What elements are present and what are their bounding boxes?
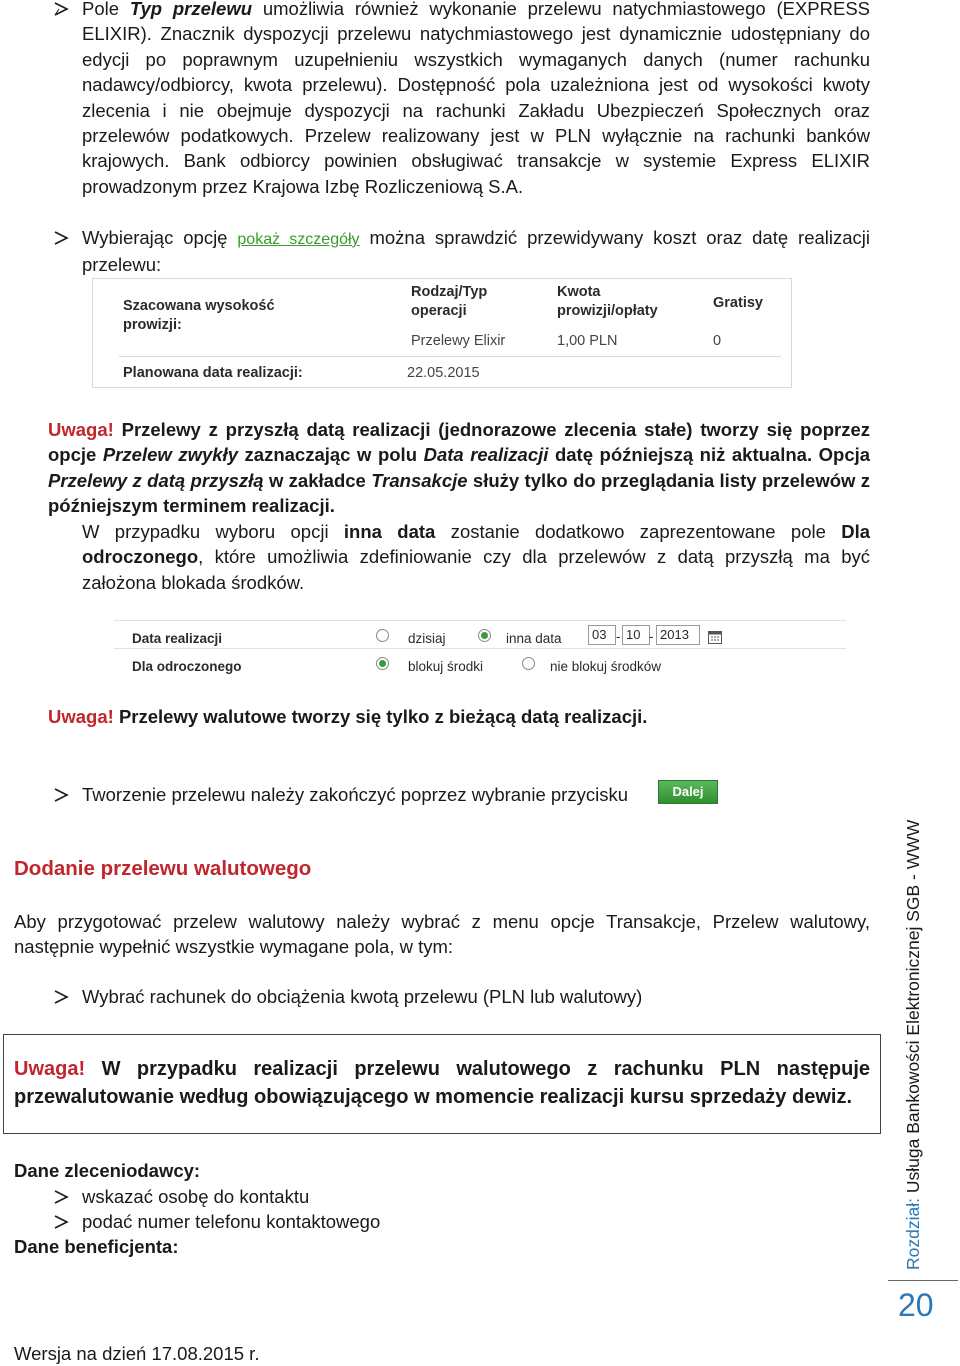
uwaga-label: Uwaga!: [14, 1058, 86, 1080]
operation-type-header: Rodzaj/Typ operacji: [411, 284, 488, 319]
note-text: służy tylko do przeglądania listy przelewów z późniejszym terminem realizacji.: [48, 469, 871, 517]
no-block-label: nie blokuj środków: [550, 659, 662, 674]
note-text: zaznaczając w polu: [244, 444, 418, 466]
year-input[interactable]: 2013: [656, 625, 700, 645]
calendar-icon[interactable]: [708, 627, 722, 641]
text-dla-odroczonego: Dla odroczonego: [82, 521, 871, 568]
section-heading: Dodanie przelewu walutowego: [14, 857, 312, 880]
text: W przypadku wyboru opcji: [82, 521, 329, 542]
date-separator: -: [649, 629, 654, 644]
section-intro: Aby przygotować przelew walutowy należy wybrać z menu opcje Transakcje, Przelew walutowy, następnie wypełnić wszystkie wymagane pola, w tym:: [14, 911, 870, 958]
date-separator: -: [616, 629, 621, 644]
note-text: Przelewy z datą przyszłą: [48, 469, 264, 491]
paragraph-show-details: [82, 225, 870, 278]
bullet-arrow-icon: [52, 1213, 70, 1231]
other-date-option-label: inna data: [506, 631, 562, 646]
sender-heading: Dane zleceniodawcy:: [14, 1160, 201, 1181]
dalej-button[interactable]: Dalej: [658, 780, 718, 804]
radio-block-funds[interactable]: [376, 657, 389, 670]
note-text: Przelew zwykły: [102, 444, 238, 466]
page-number: 20: [898, 1287, 934, 1323]
bullet-arrow-icon: [52, 988, 70, 1006]
uwaga-label: Uwaga!: [48, 419, 114, 440]
text-pole: Pole: [82, 0, 120, 19]
finish-instruction: Tworzenie przelewu należy zakończyć poprzez wybranie przycisku: [82, 784, 628, 805]
footer-version: Wersja na dzień 17.08.2015 r.: [14, 1343, 260, 1364]
note-text: W przypadku realizacji przelewu walutowego z rachunku PLN następuje przewalutowanie według obowiązującego w momencie realizacji kursu sprzedaży dewiz.: [14, 1058, 870, 1108]
note-currency-date: [48, 704, 870, 729]
chapter-side-label: [898, 800, 928, 1270]
note-text: Transakcje: [371, 469, 468, 491]
note-text: Data realizacji: [423, 444, 549, 466]
estimate-label: Szacowana wysokość prowizji:: [123, 298, 275, 333]
bullet-arrow-icon: [52, 229, 70, 247]
chapter-prefix: Rozdział:: [903, 1198, 923, 1270]
fee-header: Kwota prowizji/opłaty: [557, 284, 658, 319]
sender-item-contact-person: wskazać osobę do kontaktu: [82, 1186, 310, 1207]
note-text: w zakładce: [268, 469, 366, 491]
text-typ-przelewu: Typ przelewu: [129, 0, 253, 19]
note-conversion: [14, 1055, 870, 1111]
uwaga-label: Uwaga!: [48, 706, 114, 727]
radio-no-block[interactable]: [522, 657, 535, 670]
side-divider: [888, 1280, 958, 1281]
operation-type-value: Przelewy Elixir: [411, 333, 506, 349]
date-options-form: [114, 619, 846, 677]
bullet-choose-account: Wybrać rachunek do obciążenia kwotą przelewu (PLN lub walutowy): [82, 986, 643, 1007]
day-input[interactable]: 03: [588, 625, 616, 645]
block-funds-label: blokuj środki: [408, 659, 484, 674]
fee-value: 1,00 PLN: [557, 333, 618, 349]
bullet-arrow-icon: [52, 1188, 70, 1206]
planned-date-label: Planowana data realizacji:: [123, 365, 303, 381]
paragraph-deferred: [82, 519, 870, 595]
free-value: 0: [713, 333, 722, 349]
text-after-link: można sprawdzić przewidywany koszt oraz datę realizacji przelewu:: [82, 227, 871, 276]
show-details-link[interactable]: pokaż szczegóły: [237, 231, 360, 248]
text-before-link: Wybierając opcję: [82, 227, 228, 248]
text-express-description: umożliwia również wykonanie przelewu natychmiastowego (EXPRESS ELIXIR). Znacznik dyspozycji przelewu natychmiastowego jest dynamicznie udostępniany do edycji po poprawnym uzupełnieniu wszystkich wymaganych danych (numer rachunku nadawcy/odbiorcy, kwota przelewu). Dostępność pola uzależniona jest od wysokości kwoty zlecenia i nie obejmuje dyspozycji na rachunki Zakładu Ubezpieczeń Społecznych oraz przelewów podatkowych. Przelew realizowany jest w PLN wyłącznie na rachunki banków krajowych. Bank odbiorcy powinien obsługiwać transakcje w systemie Express ELIXIR prowadzonym przez Krajowa Izbę Rozliczeniową S.A.: [82, 0, 871, 197]
planned-date-value: 22.05.2015: [407, 365, 480, 381]
deferred-label: Dla odroczonego: [132, 659, 242, 674]
row-execution-date: [114, 620, 846, 649]
today-option-label: dzisiaj: [408, 631, 446, 646]
free-header: Gratisy: [713, 295, 763, 311]
radio-other-date[interactable]: [478, 629, 491, 642]
note-text: Przelewy z przyszłą datą realizacji (jednorazowe zlecenia stałe) tworzy się poprzez opcje: [48, 419, 871, 466]
beneficiary-heading: Dane beneficjenta:: [14, 1236, 179, 1257]
text: zostanie dodatkowo zaprezentowane pole: [450, 521, 826, 542]
execution-date-label: Data realizacji: [132, 631, 223, 646]
text: , które umożliwia zdefiniowanie czy dla przelewów z datą przyszłą ma być założona blokada środków.: [82, 546, 870, 593]
radio-today[interactable]: [376, 629, 389, 642]
cost-estimate-panel: [92, 278, 792, 388]
month-input[interactable]: 10: [622, 625, 650, 645]
row-deferred: [114, 648, 846, 677]
note-text: Przelewy walutowe tworzy się tylko z bieżącą datą realizacji.: [118, 706, 648, 727]
note-text: datę późniejszą niż aktualna. Opcja: [554, 444, 871, 466]
note-future-date: [48, 417, 870, 519]
paragraph-express-elixir: [82, 0, 870, 199]
text-inna-data: inna data: [343, 521, 436, 542]
bullet-arrow-icon: [52, 0, 70, 18]
divider: [119, 356, 781, 357]
bullet-arrow-icon: [52, 786, 70, 804]
chapter-title: Usługa Bankowości Elektronicznej SGB - WWW: [903, 819, 923, 1194]
sender-item-phone: podać numer telefonu kontaktowego: [82, 1211, 381, 1232]
